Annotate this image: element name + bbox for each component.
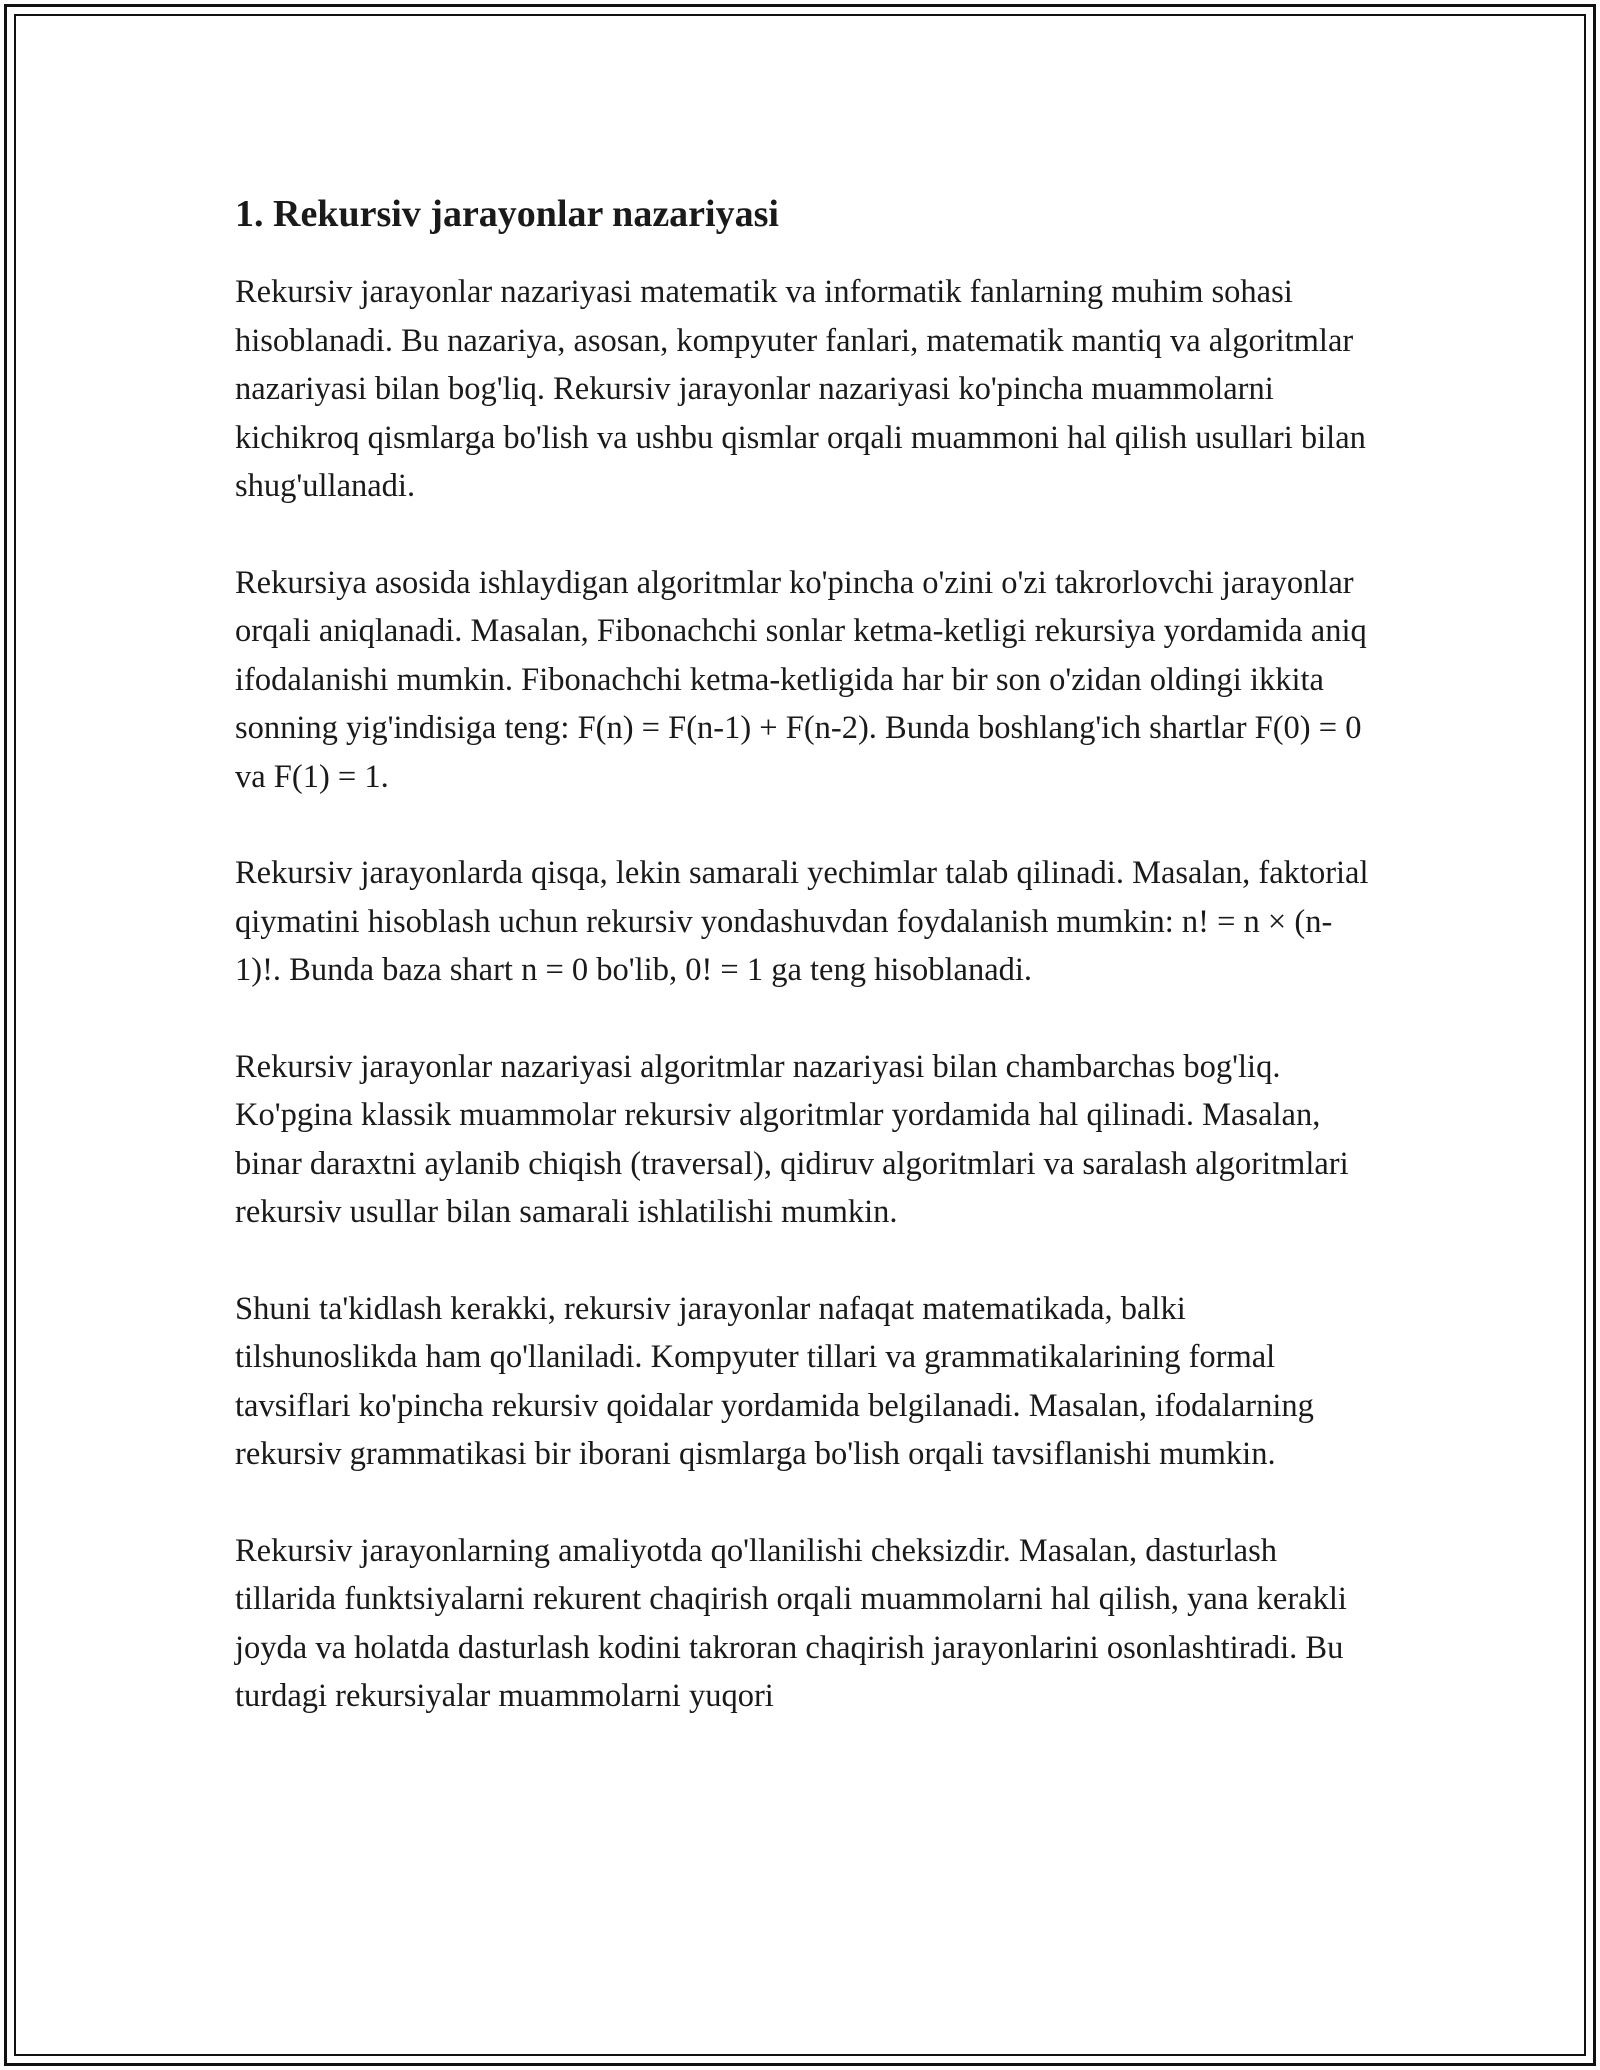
paragraph-2: Rekursiya asosida ishlaydigan algoritmlar ko'pincha o'zini o'zi takrorlovchi jarayonlar orqali aniqlanadi. Masalan, Fibonachchi sonlar ketma-ketligi rekursiya yordamida aniq ifodalanishi mumkin. Fibonachchi ketma-ketligida har bir son o'zidan oldingi ikkita sonning yig'indisiga teng: F(n) = F(n-1) + F(n-2). Bunda boshlang'ich shartlar F(0) = 0 va F(1) = 1. [235,564,1367,795]
section-title: 1. Rekursiv jarayonlar nazariyasi [235,193,779,235]
paragraph-3: Rekursiv jarayonlarda qisqa, lekin samarali yechimlar talab qilinadi. Masalan, faktorial qiymatini hisoblash uchun rekursiv yondashuvdan foydalanish mumkin: n! = n × (n-1)!. Bunda baza shart n = 0 bo'lib, 0! = 1 ga teng hisoblanadi. [235,855,1369,988]
paragraph-4: Rekursiv jarayonlar nazariyasi algoritmlar nazariyasi bilan chambarchas bog'liq. Ko'pgina klassik muammolar rekursiv algoritmlar yordamida hal qilinadi. Masalan, binar daraxtni aylanib chiqish (traversal), qidiruv algoritmlari va saralash algoritmlari rekursiv usullar bilan samarali ishlatilishi mumkin. [235,1048,1349,1230]
paragraph-5: Shuni ta'kidlash kerakki, rekursiv jarayonlar nafaqat matematikada, balki tilshunoslikda ham qo'llaniladi. Kompyuter tillari va grammatikalarining formal tavsiflari ko'pincha rekursiv qoidalar yordamida belgilanadi. Masalan, ifodalarning rekursiv grammatikasi bir iborani qismlarga bo'lish orqali tavsiflanishi mumkin. [235,1290,1314,1472]
paragraph-6: Rekursiv jarayonlarning amaliyotda qo'llanilishi cheksizdir. Masalan, dasturlash tillarida funktsiyalarni rekurent chaqirish orqali muammolarni hal qilish, yana kerakli joyda va holatda dasturlash kodini takroran chaqirish jarayonlarini osonlashtiradi. Bu turdagi rekursiyalar muammolarni yuqori [235,1532,1347,1714]
paragraph-1: Rekursiv jarayonlar nazariyasi matematik va informatik fanlarning muhim sohasi hisoblanadi. Bu nazariya, asosan, kompyuter fanlari, matematik mantiq va algoritmlar nazariyasi bilan bog'liq. Rekursiv jarayonlar nazariyasi ko'pincha muammolarni kichikroq qismlarga bo'lish va ushbu qismlar orqali muammoni hal qilish usullari bilan shug'ullanadi. [235,274,1366,504]
document-body [235,185,1375,1769]
